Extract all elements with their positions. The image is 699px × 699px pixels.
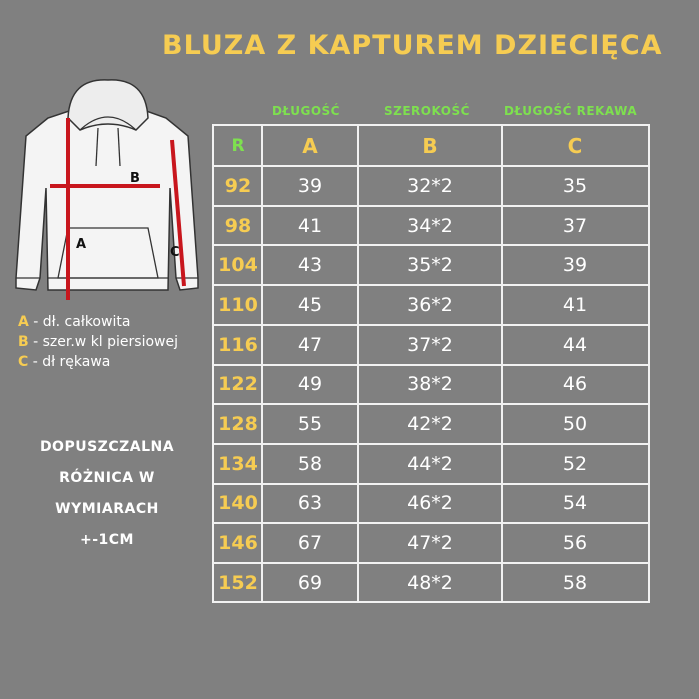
measurement-cell: 63 xyxy=(297,492,323,515)
measurement-cell: 35 xyxy=(562,174,588,197)
size-cell: 128 xyxy=(218,413,258,436)
measurement-legend xyxy=(18,312,178,372)
measurement-cell: 50 xyxy=(562,413,588,436)
hoodie-hood xyxy=(68,80,148,130)
measurement-cell: 54 xyxy=(562,492,588,515)
measurement-cell: 41 xyxy=(297,214,323,237)
diagram-label-a: A xyxy=(76,237,87,252)
legend-item: C - dł rękawa xyxy=(18,354,111,370)
measurement-cell: 47 xyxy=(297,333,323,356)
table-header-cell: C xyxy=(567,134,583,158)
table-header-cell: B xyxy=(422,134,438,158)
measurement-cell: 34*2 xyxy=(407,214,453,237)
measurement-cell: 32*2 xyxy=(407,174,453,197)
measurement-cell: 69 xyxy=(297,571,323,594)
column-label-length: DŁUGOŚĆ xyxy=(272,104,340,118)
measurement-cell: 41 xyxy=(562,293,588,316)
table-header-cell: R xyxy=(231,136,245,156)
measurement-cell: 44 xyxy=(562,333,588,356)
diagram-label-b: B xyxy=(130,171,140,186)
tolerance-note: DOPUSZCZALNA RÓŻNICA W WYMIARACH +-1CM xyxy=(39,439,175,548)
measurement-cell: 52 xyxy=(562,452,588,475)
measurement-cell: 43 xyxy=(297,254,323,277)
measurement-cell: 42*2 xyxy=(407,413,453,436)
size-cell: 104 xyxy=(218,254,258,277)
measurement-cell: 67 xyxy=(297,532,323,555)
measurement-cell: 45 xyxy=(297,293,323,316)
size-cell: 140 xyxy=(218,492,258,515)
size-table xyxy=(212,124,650,603)
measurement-cell: 39 xyxy=(297,174,323,197)
measurement-cell: 47*2 xyxy=(407,532,453,555)
measurement-cell: 39 xyxy=(562,254,588,277)
measurement-cell: 38*2 xyxy=(407,373,453,396)
measurement-cell: 46 xyxy=(562,373,588,396)
diagram-label-c: C xyxy=(170,245,180,260)
hoodie-diagram xyxy=(8,78,204,308)
measurement-cell: 58 xyxy=(297,452,323,475)
measurement-cell: 48*2 xyxy=(407,571,453,594)
table-header-cell: A xyxy=(302,134,318,158)
size-cell: 116 xyxy=(218,333,258,356)
legend-item: A - dł. całkowita xyxy=(18,314,131,330)
legend-item: B - szer.w kl piersiowej xyxy=(18,334,178,350)
size-cell: 92 xyxy=(224,174,252,197)
size-cell: 110 xyxy=(218,293,258,316)
hoodie-body xyxy=(16,108,198,290)
size-cell: 134 xyxy=(218,452,258,475)
measurement-cell: 46*2 xyxy=(407,492,453,515)
size-cell: 122 xyxy=(218,373,258,396)
size-cell: 146 xyxy=(218,532,258,555)
column-label-sleeve: DŁUGOŚĆ REKAWA xyxy=(504,104,638,118)
column-label-width: SZEROKOŚĆ xyxy=(384,104,470,118)
measurement-cell: 55 xyxy=(297,413,323,436)
size-cell: 152 xyxy=(218,571,258,594)
measurement-cell: 36*2 xyxy=(407,293,453,316)
measurement-cell: 49 xyxy=(297,373,323,396)
measurement-cell: 58 xyxy=(562,571,588,594)
size-cell: 98 xyxy=(224,214,252,237)
page-title: BLUZA Z KAPTUREM DZIECIĘCA xyxy=(162,30,663,61)
measurement-cell: 37*2 xyxy=(407,333,453,356)
measurement-cell: 37 xyxy=(562,214,588,237)
measurement-cell: 56 xyxy=(562,532,588,555)
measurement-cell: 44*2 xyxy=(407,452,453,475)
measurement-cell: 35*2 xyxy=(407,254,453,277)
